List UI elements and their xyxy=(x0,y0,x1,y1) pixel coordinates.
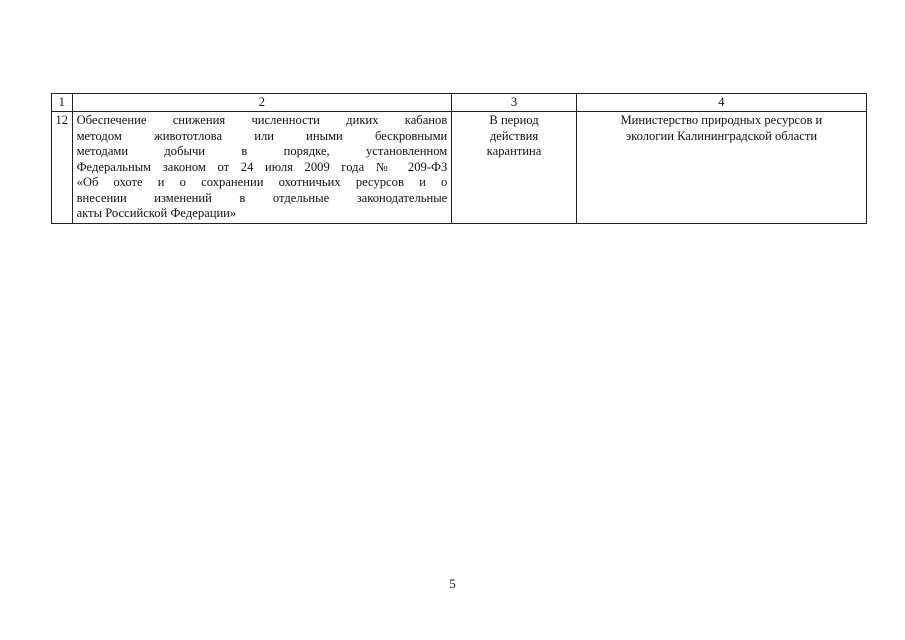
header-col-2: 2 xyxy=(72,94,452,112)
measure-description xyxy=(72,112,452,224)
table-row xyxy=(52,112,867,224)
period-line: В период xyxy=(489,113,539,127)
measure-line: Обеспечение снижения численности диких кабанов xyxy=(76,113,448,127)
page-number: 5 xyxy=(449,576,456,591)
execution-period xyxy=(452,112,577,224)
measure-line: методами добычи в порядке, установленном xyxy=(76,144,448,158)
measure-line: «Об охоте и о сохранении охотничьих ресурсов и о xyxy=(76,175,448,189)
responsible-line: экологии Калининградской области xyxy=(625,128,818,143)
measure-line: Федеральным законом от 24 июля 2009 года № 209-ФЗ xyxy=(76,159,448,174)
header-col-1: 1 xyxy=(52,94,73,112)
responsible-line: Министерство природных ресурсов и xyxy=(620,113,823,127)
measure-line: внесении изменений в отдельные законодательные xyxy=(76,190,448,205)
header-col-3: 3 xyxy=(452,94,577,112)
measures-table xyxy=(51,93,867,224)
measure-line: методом живототлова или иными бескровными xyxy=(76,128,448,143)
period-line: карантина xyxy=(486,144,542,158)
header-col-4: 4 xyxy=(576,94,866,112)
responsible-party xyxy=(576,112,866,224)
period-line: действия xyxy=(489,128,539,143)
table-header-row xyxy=(52,94,867,112)
row-number: 12 xyxy=(52,112,73,224)
measure-line: акты Российской Федерации» xyxy=(76,206,237,220)
